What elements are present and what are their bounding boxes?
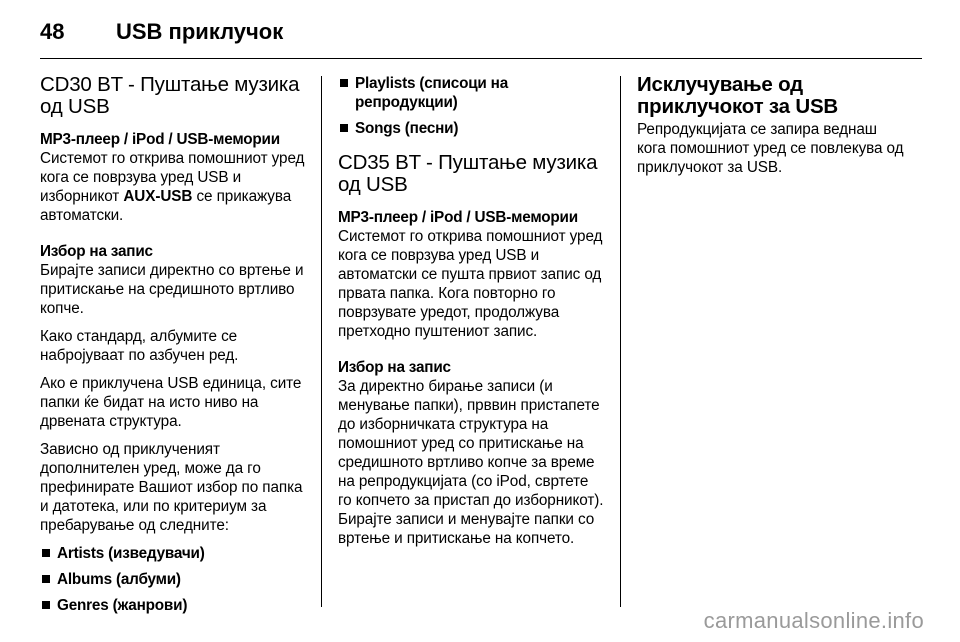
column-divider [321,76,322,607]
paragraph-disconnect: Репродукцијата се запира веднаш кога помошниот уред се повлекува од приклучокот за USB. [637,121,904,176]
section-heading-cd35: CD35 BT - Пуштање музика од USB [338,151,598,196]
column-1 [40,74,308,622]
paragraph-text: Системот го открива помошниот уред кога се поврзува уред USB и изборникот [40,150,305,205]
section-heading-disconnect: Исклучување од приклучокот за USB [637,73,839,118]
list-item: Albums (албуми) [40,570,308,589]
subheading-mp3-player: MP3-плеер / iPod / USB-мемории [338,209,578,226]
section-heading-cd30: CD30 BT - Пуштање музика од USB [40,73,300,118]
bullet-square-icon [42,549,50,557]
bullet-square-icon [42,575,50,583]
list-item: Playlists (списоци на репродукции) [338,74,606,112]
page-number: 48 [40,19,65,44]
list-item: Songs (песни) [338,119,606,138]
paragraph-select-track: Бирајте записи директно со вртење и притискање на средишното вртливо копче. [40,262,304,317]
column-2 [338,74,606,557]
paragraph-detect-device: Системот го открива помошниот уред кога се поврзува уред USB и автоматски се пушта првиот запис од првата папка. Кога повторно го поврзувате уредот, продолжува претходно пуштениот запис. [338,228,603,340]
page-title: USB приклучок [116,19,284,44]
page-header [40,14,283,50]
paragraph-text: се прикажува автоматски. [40,188,292,224]
paragraph-usb-folders: Ако е приклучена USB единица, сите папки ќе бидат на исто ниво на дрвената структура. [40,375,302,430]
subheading-select-track: Избор на запис [40,243,153,260]
paragraph-refine-selection: Зависно од приклученият дополнителен уред, може да го префинирате Вашиот избор по папка и датотека, или по критериум за пребарување од следните: [40,441,303,534]
column-3 [637,74,905,186]
criteria-list [40,544,308,615]
header-divider [40,58,922,59]
paragraph-detect-device [40,149,308,225]
criteria-list-continued [338,74,606,138]
bullet-square-icon [42,601,50,609]
subheading-mp3-player: MP3-плеер / iPod / USB-мемории [40,131,280,148]
paragraph-select-track: За директно бирање записи (и менување папки), прввин пристапете до изборничката структура на помошниот уред со притискање на средишното вртливо копче за време на репродукцијата (со iPod, свртете го копчето за пристап до изборникот). Бирајте записи и менувајте папки со вртење и притискање на копчето. [338,378,604,547]
bullet-square-icon [340,79,348,87]
paragraph-albums-order: Како стандард, албумите се набројуваат по азбучен ред. [40,328,239,364]
list-item: Genres (жанрови) [40,596,308,615]
list-item: Artists (изведувачи) [40,544,308,563]
subheading-select-track: Избор на запис [338,359,451,376]
column-divider [620,76,621,607]
bullet-square-icon [340,124,348,132]
aux-usb-label: AUX-USB [123,188,193,205]
site-watermark: carmanualsonline.info [703,608,924,633]
